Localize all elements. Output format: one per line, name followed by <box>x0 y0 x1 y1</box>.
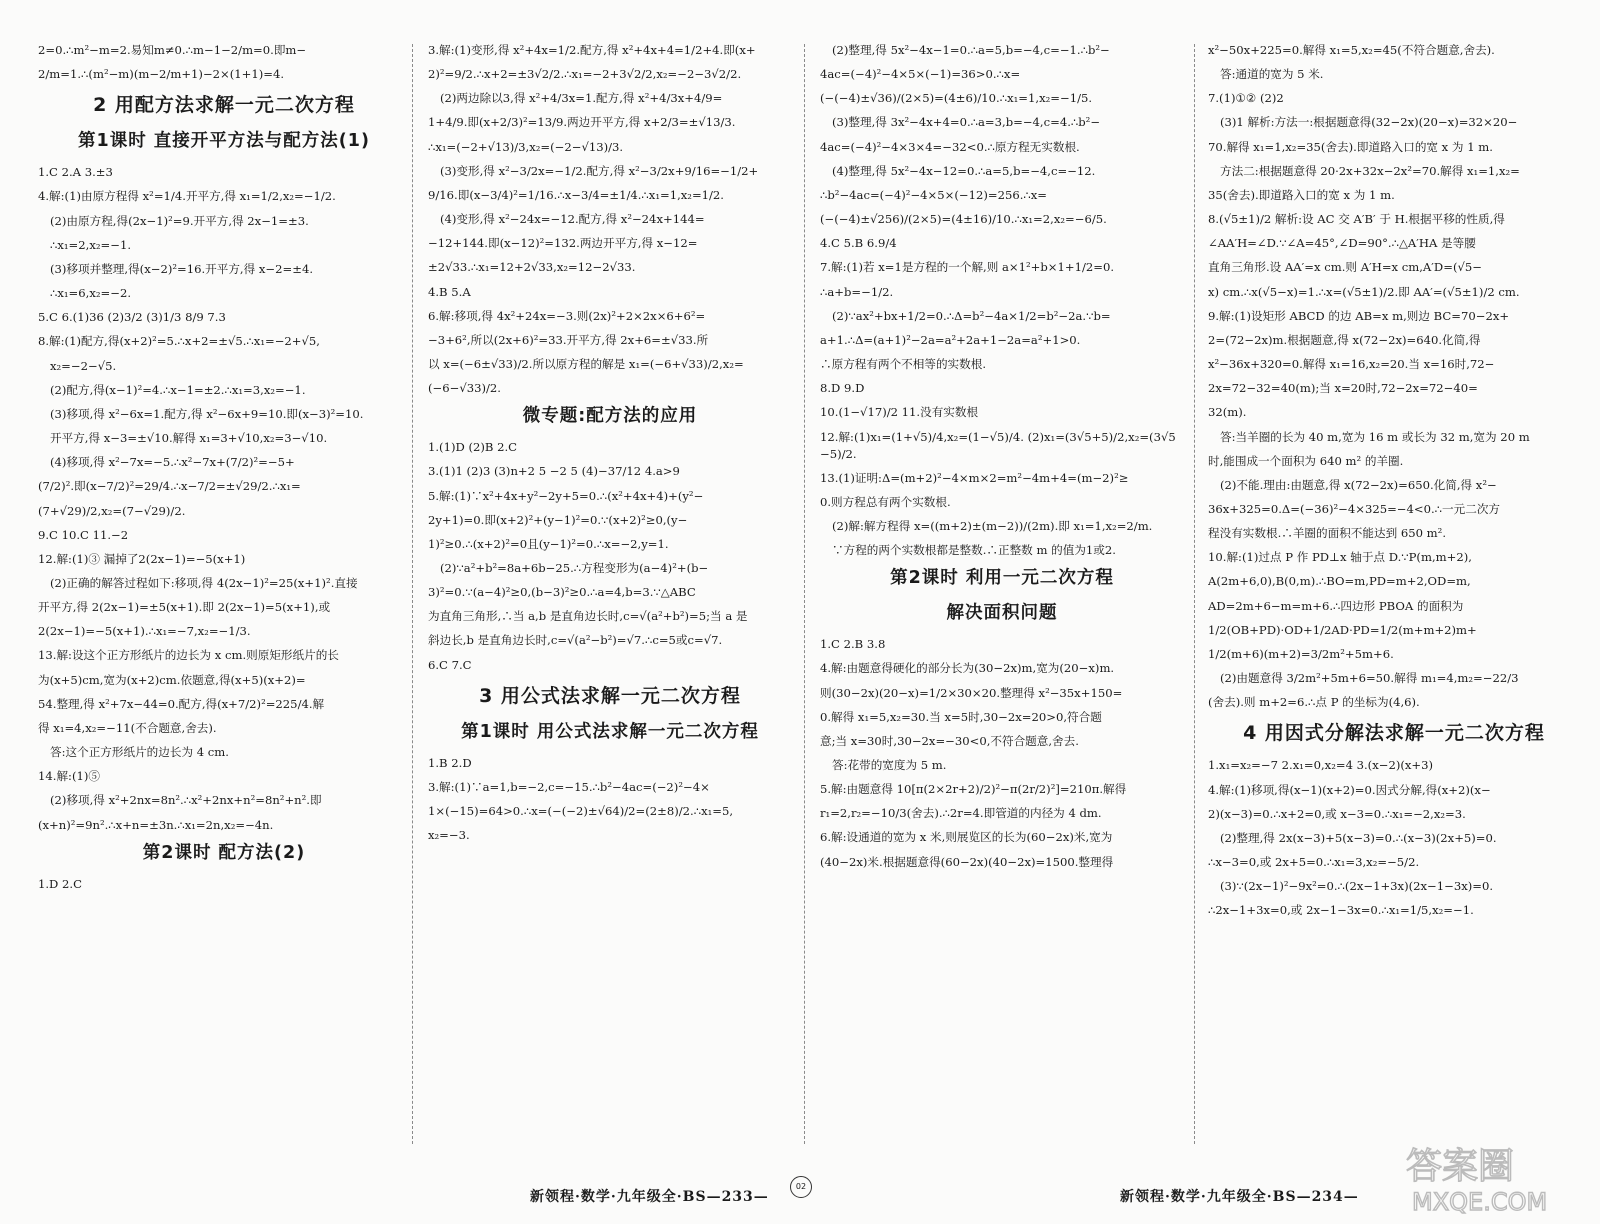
answer-line: (2)正确的解答过程如下:移项,得 4(2x−1)²=25(x+1)².直接 <box>50 575 358 590</box>
answer-line: 5.解:(1)∵x²+4x+y²−2y+5=0.∴(x²+4x+4)+(y²− <box>428 488 704 503</box>
lesson-heading: 第2课时 配方法(2) <box>142 842 306 863</box>
answer-line: 2/m=1.∴(m²−m)(m−2/m+1)−2×(1+1)=4. <box>38 67 285 82</box>
answer-line: 36x+325=0.Δ=(−36)²−4×325=−4<0.∴一元二次方 <box>1208 501 1501 516</box>
answer-line: 4.C 5.B 6.9/4 <box>820 236 897 251</box>
answer-line: 14.解:(1)⑤ <box>38 769 100 784</box>
lesson-heading: 微专题:配方法的应用 <box>522 406 698 427</box>
answer-line: 9/16.即(x−3/4)²=1/16.∴x−3/4=±1/4.∴x₁=1,x₂=1/2. <box>428 187 724 202</box>
answer-line: x²−36x+320=0.解得 x₁=16,x₂=20.当 x=16时,72− <box>1208 357 1495 372</box>
answer-line: (2)移项,得 x²+2nx=8n².∴x²+2nx+n²=8n²+n².即 <box>50 793 322 808</box>
answer-line: 9.解:(1)设矩形 ABCD 的边 AB=x m,则边 BC=70−2x+ <box>1208 308 1510 323</box>
answer-line: x₂=−3. <box>428 828 470 843</box>
answer-line: 4.解:(1)移项,得(x−1)(x+2)=0.因式分解,得(x+2)(x− <box>1208 782 1491 797</box>
answer-line: (2)整理,得 2x(x−3)+5(x−3)=0.∴(x−3)(2x+5)=0. <box>1220 830 1497 845</box>
answer-line: −3+6²,所以(2x+6)²=33.开平方,得 2x+6=±√33.所 <box>428 332 709 347</box>
answer-line: 4.解:(1)由原方程得 x²=1/4.开平方,得 x₁=1/2,x₂=−1/2. <box>38 189 336 204</box>
answer-line: ∴2x−1+3x=0,或 2x−1−3x=0.∴x₁=1/5,x₂=−1. <box>1208 903 1474 918</box>
answer-line: −12+144.即(x−12)²=132.两边开平方,得 x−12= <box>428 236 698 251</box>
column-divider <box>804 44 805 1144</box>
answer-line: (4)变形,得 x²−24x=−12.配方,得 x²−24x+144= <box>440 212 705 227</box>
answer-line: 以 x=(−6±√33)/2.所以原方程的解是 x₁=(−6+√33)/2,x₂= <box>428 357 744 372</box>
page-mark: 02 <box>790 1176 812 1198</box>
column-divider <box>1194 44 1195 1144</box>
page-footer-left: 新领程·数学·九年级全·BS—233— <box>530 1189 769 1205</box>
answer-line: (2)整理,得 5x²−4x−1=0.∴a=5,b=−4,c=−1.∴b²− <box>832 43 1110 57</box>
answer-line: 1.C 2.B 3.8 <box>820 637 886 652</box>
answer-line: 意;当 x=30时,30−2x=−30<0,不符合题意,舍去. <box>820 733 1079 748</box>
answer-line: 2y+1)=0.即(x+2)²+(y−1)²=0.∵(x+2)²≥0,(y− <box>428 512 688 527</box>
svg-text:MXQE.COM: MXQE.COM <box>1412 1188 1548 1216</box>
answer-line: ∴x₁=(−2+√13)/3,x₂=(−2−√13)/3. <box>428 139 624 154</box>
answer-line: 10.(1−√17)/2 11.没有实数根 <box>820 405 979 420</box>
answer-line: (3)移项,得 x²−6x=1.配方,得 x²−6x+9=10.即(x−3)²=10. <box>50 406 364 421</box>
answer-line: ∴x₁=6,x₂=−2. <box>50 286 132 301</box>
column-3 <box>820 42 1184 1147</box>
answer-line: 1.(1)D (2)B 2.C <box>428 440 518 455</box>
answer-line: 32(m). <box>1208 405 1247 420</box>
answer-line: 5.解:由题意得 10[π(2×2r+2)/2)²−π(2r/2)²]=210π.解得 <box>820 782 1127 797</box>
answer-line: a+1.∴Δ=(a+1)²−2a=a²+2a+1−2a=a²+1>0. <box>820 332 1081 347</box>
section-heading: 2 用配方法求解一元二次方程 <box>93 94 355 117</box>
answer-line: ∵方程的两个实数根都是整数.∴正整数 m 的值为1或2. <box>832 543 1116 558</box>
answer-line: 则(30−2x)(20−x)=1/2×30×20.整理得 x²−35x+150= <box>820 685 1123 700</box>
answer-line: 为直角三角形,∴当 a,b 是直角边长时,c=√(a²+b²)=5;当 a 是 <box>428 609 748 624</box>
answer-line: 70.解得 x₁=1,x₂=35(舍去).即道路入口的宽 x 为 1 m. <box>1208 139 1493 154</box>
answer-line: 为(x+5)cm,宽为(x+2)cm.依题意,得(x+5)(x+2)= <box>38 672 306 687</box>
answer-line: (2)解:解方程得 x=((m+2)±(m−2))/(2m).即 x₁=1,x₂=2/m. <box>832 519 1153 534</box>
answer-line: (3)整理,得 3x²−4x+4=0.∴a=3,b=−4,c=4.∴b²− <box>832 115 1101 130</box>
answer-line: ±2√33.∴x₁=12+2√33,x₂=12−2√33. <box>428 260 636 275</box>
answer-line: 5.C 6.(1)36 (2)3/2 (3)1/3 8/9 7.3 <box>38 310 226 325</box>
answer-line: (x+n)²=9n².∴x+n=±3n.∴x₁=2n,x₂=−4n. <box>38 817 274 832</box>
answer-line: ∠AA′H=∠D.∵∠A=45°,∠D=90°.∴△A′HA 是等腰 <box>1208 236 1476 251</box>
answer-line: 答:这个正方形纸片的边长为 4 cm. <box>50 745 229 760</box>
answer-line: 答:当羊圈的长为 40 m,宽为 16 m 或长为 32 m,宽为 20 m <box>1220 429 1530 444</box>
answer-line: 4ac=(−4)²−4×5×(−1)=36>0.∴x= <box>820 67 1021 82</box>
answer-line: 0.则方程总有两个实数根. <box>820 494 951 509</box>
answer-line: 12.解:(1)③ 漏掉了2(2x−1)=−5(x+1) <box>38 551 246 566</box>
answer-line: 3.(1)1 (2)3 (3)n+2 5 −2 5 (4)−37/12 4.a>9 <box>428 464 680 479</box>
column-1 <box>38 42 410 1147</box>
section-heading: 4 用因式分解法求解一元二次方程 <box>1243 722 1545 745</box>
answer-line: 1.C 2.A 3.±3 <box>38 165 113 180</box>
answer-line: 4.B 5.A <box>428 284 471 299</box>
answer-line: 开平方,得 2(2x−1)=±5(x+1).即 2(2x−1)=5(x+1),或 <box>38 600 331 615</box>
answer-line: 2(2x−1)=−5(x+1).∴x₁=−7,x₂=−1/3. <box>38 624 251 639</box>
answer-line: x²−50x+225=0.解得 x₁=5,x₂=45(不符合题意,舍去). <box>1208 43 1495 57</box>
answer-line: 0.解得 x₁=5,x₂=30.当 x=5时,30−2x=20>0,符合题 <box>820 709 1102 724</box>
answer-line: 1×(−15)=64>0.∴x=(−(−2)±√64)/2=(2±8)/2.∴x₁=5, <box>428 804 734 819</box>
answer-line: 35(舍去).即道路入口的宽 x 为 1 m. <box>1208 187 1395 202</box>
answer-line: (2)∵ax²+bx+1/2=0.∴Δ=b²−4a×1/2=b²−2a.∵b= <box>832 308 1111 323</box>
answer-line: 3.解:(1)∵a=1,b=−2,c=−15.∴b²−4ac=(−2)²−4× <box>428 779 710 794</box>
answer-line: (2)配方,得(x−1)²=4.∴x−1=±2.∴x₁=3,x₂=−1. <box>50 382 306 397</box>
answer-line: 13.(1)证明:Δ=(m+2)²−4×m×2=m²−4m+4=(m−2)²≥ <box>820 470 1129 485</box>
answer-line: 2=0.∴m²−m=2.易知m≠0.∴m−1−2/m=0.即m− <box>38 43 307 57</box>
lesson-heading: 第1课时 用公式法求解一元二次方程 <box>461 721 759 742</box>
answer-line: 6.解:设通道的宽为 x 米,则展览区的长为(60−2x)米,宽为 <box>820 830 1113 845</box>
lesson-heading: 解决面积问题 <box>946 603 1058 624</box>
answer-line: 1+4/9.即(x+2/3)²=13/9.两边开平方,得 x+2/3=±√13/3. <box>428 115 736 130</box>
answer-line: r₁=2,r₂=−10/3(舍去).∴2r=4.即管道的内径为 4 dm. <box>820 806 1102 821</box>
answer-line: 12.解:(1)x₁=(1+√5)/4,x₂=(1−√5)/4. (2)x₁=(3√5+5)/2,x₂=(3√5−5)/2. <box>820 429 1176 461</box>
answer-line: ∴a+b=−1/2. <box>820 284 894 299</box>
answer-line: 方法二:根据题意得 20·2x+32x−2x²=70.解得 x₁=1,x₂= <box>1220 163 1520 178</box>
answer-line: 时,能围成一个面积为 640 m² 的羊圈. <box>1208 453 1404 468</box>
column-2 <box>428 42 792 1147</box>
answer-line: 54.整理,得 x²+7x−44=0.配方,得(x+7/2)²=225/4.解 <box>38 696 325 711</box>
answer-line: 4.解:由题意得硬化的部分长为(30−2x)m,宽为(20−x)m. <box>820 661 1115 676</box>
answer-line: 13.解:设这个正方形纸片的边长为 x cm.则原矩形纸片的长 <box>38 648 339 663</box>
answer-line: (7+√29)/2,x₂=(7−√29)/2. <box>38 503 186 518</box>
answer-line: ∴x₁=2,x₂=−1. <box>50 237 132 252</box>
answer-line: (40−2x)米.根据题意得(60−2x)(40−2x)=1500.整理得 <box>820 854 1114 869</box>
answer-line: (4)移项,得 x²−7x=−5.∴x²−7x+(7/2)²=−5+ <box>50 455 295 470</box>
answer-line: 得 x₁=4,x₂=−11(不合题意,舍去). <box>38 720 217 735</box>
answer-line: 1)²≥0.∴(x+2)²=0且(y−1)²=0.∴x=−2,y=1. <box>428 536 669 551</box>
answer-line: 10.解:(1)过点 P 作 PD⊥x 轴于点 D.∵P(m,m+2), <box>1208 550 1472 565</box>
answer-line: 8.(√5±1)/2 解析:设 AC 交 A′B′ 于 H.根据平移的性质,得 <box>1208 212 1505 227</box>
answer-line: 斜边长,b 是直角边长时,c=√(a²−b²)=√7.∴c=5或c=√7. <box>428 633 723 648</box>
answer-line: (2)∵a²+b²=8a+6b−25.∴方程变形为(a−4)²+(b− <box>440 561 709 576</box>
answer-line: 2)(x−3)=0.∴x+2=0,或 x−3=0.∴x₁=−2,x₂=3. <box>1208 806 1466 821</box>
answer-line: (3)∵(2x−1)²−9x²=0.∴(2x−1+3x)(2x−1−3x)=0. <box>1220 879 1494 894</box>
answer-line: (−6−√33)/2. <box>428 381 501 396</box>
section-heading: 3 用公式法求解一元二次方程 <box>479 684 741 707</box>
answer-line: 1/2(OB+PD)·OD+1/2AD·PD=1/2(m+m+2)m+ <box>1208 622 1477 637</box>
answer-line: (−(−4)±√256)/(2×5)=(4±16)/10.∴x₁=2,x₂=−6/5. <box>820 212 1107 227</box>
answer-line: (3)1 解析:方法一:根据题意得(32−2x)(20−x)=32×20− <box>1220 115 1518 130</box>
answer-line: 1.D 2.C <box>38 876 82 891</box>
answer-line: 6.解:移项,得 4x²+24x=−3.则(2x)²+2×2x×6+6²= <box>428 308 706 323</box>
answer-line: (2)两边除以3,得 x²+4/3x=1.配方,得 x²+4/3x+4/9= <box>440 91 723 106</box>
answer-line: ∴b²−4ac=(−4)²−4×5×(−12)=256.∴x= <box>820 187 1048 202</box>
answer-line: 7.(1)①② (2)2 <box>1208 91 1284 106</box>
answer-line: 8.解:(1)配方,得(x+2)²=5.∴x+2=±√5.∴x₁=−2+√5, <box>38 334 320 349</box>
answer-line: 2)²=9/2.∴x+2=±3√2/2.∴x₁=−2+3√2/2,x₂=−2−3√2/2. <box>428 67 742 82</box>
answer-line: 1.B 2.D <box>428 755 472 770</box>
answer-line: AD=2m+6−m=m+6.∴四边形 PBOA 的面积为 <box>1208 598 1464 613</box>
column-divider <box>412 44 413 1144</box>
lesson-heading: 第2课时 利用一元二次方程 <box>890 568 1114 589</box>
answer-line: (−(−4)±√36)/(2×5)=(4±6)/10.∴x₁=1,x₂=−1/5. <box>820 91 1093 106</box>
answer-line: 2x=72−32=40(m);当 x=20时,72−2x=72−40= <box>1208 381 1478 396</box>
answer-line: x₂=−2−√5. <box>50 358 117 373</box>
answer-line: ∴x−3=0,或 2x+5=0.∴x₁=3,x₂=−5/2. <box>1208 855 1420 870</box>
answer-line: 3.解:(1)变形,得 x²+4x=1/2.配方,得 x²+4x+4=1/2+4.即(x+ <box>428 43 756 57</box>
answer-line: ∴原方程有两个不相等的实数根. <box>820 357 986 372</box>
answer-line: (3)变形,得 x²−3/2x=−1/2.配方,得 x²−3/2x+9/16=−1/2+ <box>440 163 759 178</box>
answer-line: 1.x₁=x₂=−7 2.x₁=0,x₂=4 3.(x−2)(x+3) <box>1208 758 1434 773</box>
watermark-logo <box>1398 1134 1588 1218</box>
answer-line: 1/2(m+6)(m+2)=3/2m²+5m+6. <box>1208 646 1394 661</box>
answer-line: (7/2)².即(x−7/2)²=29/4.∴x−7/2=±√29/2.∴x₁= <box>38 479 301 494</box>
answer-line: (2)由原方程,得(2x−1)²=9.开平方,得 2x−1=±3. <box>50 213 309 228</box>
answer-line: x) cm.∴x(√5−x)=1.∴x=(√5±1)/2.即 AA′=(√5±1)/2 cm. <box>1208 284 1520 299</box>
answer-line: 4ac=(−4)²−4×3×4=−32<0.∴原方程无实数根. <box>820 139 1080 154</box>
answer-line: (3)移项并整理,得(x−2)²=16.开平方,得 x−2=±4. <box>50 261 314 276</box>
answer-line: (舍去).则 m+2=6.∴点 P 的坐标为(4,6). <box>1208 695 1420 710</box>
answer-line: 7.解:(1)若 x=1是方程的一个解,则 a×1²+b×1+1/2=0. <box>820 260 1115 275</box>
answer-line: 直角三角形.设 AA′=x cm.则 A′H=x cm,A′D=(√5− <box>1208 260 1482 275</box>
answer-line: 9.C 10.C 11.−2 <box>38 527 129 542</box>
svg-text:答案圈: 答案圈 <box>1406 1146 1515 1187</box>
answer-line: (4)整理,得 5x²−4x−12=0.∴a=5,b=−4,c=−12. <box>832 163 1096 178</box>
answer-line: 8.D 9.D <box>820 381 865 396</box>
answer-line: 答:通道的宽为 5 米. <box>1220 67 1324 82</box>
answer-line: 6.C 7.C <box>428 657 472 672</box>
answer-line: 开平方,得 x−3=±√10.解得 x₁=3+√10,x₂=3−√10. <box>50 431 328 446</box>
answer-line: 程没有实数根.∴羊圈的面积不能达到 650 m². <box>1208 526 1447 541</box>
answer-line: 答:花带的宽度为 5 m. <box>832 758 947 772</box>
column-4 <box>1208 42 1580 1147</box>
lesson-heading: 第1课时 直接开平方法与配方法(1) <box>78 131 370 152</box>
answer-line: (2)由题意得 3/2m²+5m+6=50.解得 m₁=4,m₂=−22/3 <box>1220 671 1519 686</box>
answer-line: 2=(72−2x)m.根据题意,得 x(72−2x)=640.化简,得 <box>1208 332 1481 347</box>
page-footer-right: 新领程·数学·九年级全·BS—234— <box>1120 1189 1359 1205</box>
answer-line: A(2m+6,0),B(0,m).∴BO=m,PD=m+2,OD=m, <box>1208 574 1471 589</box>
answer-line: 3)²=0.∵(a−4)²≥0,(b−3)²≥0.∴a=4,b=3.∵△ABC <box>428 585 696 600</box>
answer-line: (2)不能.理由:由题意,得 x(72−2x)=650.化简,得 x²− <box>1220 477 1497 492</box>
